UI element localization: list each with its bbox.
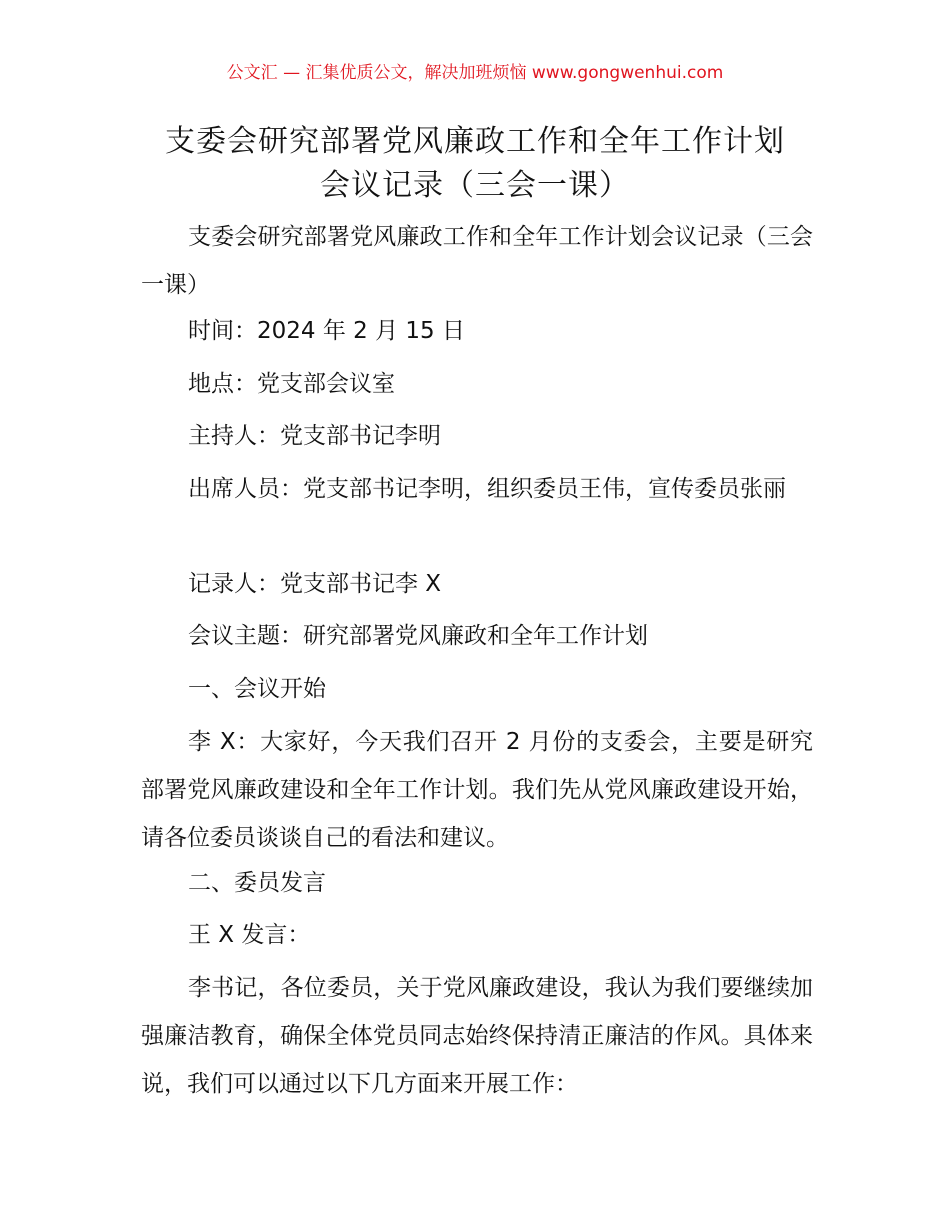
section-heading-2: 二、委员发言	[188, 870, 326, 896]
header-banner[interactable]: 公文汇 — 汇集优质公文，解决加班烦恼 www.gongwenhui.com	[226, 63, 724, 83]
document-title-line1: 支委会研究部署党风廉政工作和全年工作计划	[165, 124, 785, 159]
paragraph-speech: 李书记，各位委员，关于党风廉政建设，我认为我们要继续加强廉洁教育，确保全体党员同志始终保持清正廉洁的作风。具体来说，我们可以通过以下几方面来开展工作：	[141, 975, 813, 1097]
paragraph-host: 主持人：党支部书记李明	[188, 423, 441, 449]
paragraph-speaker: 王 X 发言：	[188, 922, 311, 948]
paragraph-subtitle: 支委会研究部署党风廉政工作和全年工作计划会议记录（三会一课）	[141, 224, 813, 298]
paragraph-opening-speech: 李 X：大家好，今天我们召开 2 月份的支委会，主要是研究部署党风廉政建设和全年工作计划。我们先从党风廉政建设开始，请各位委员谈谈自己的看法和建议。	[141, 729, 813, 851]
document-title-line2: 会议记录（三会一课）	[320, 168, 630, 203]
section-heading-1: 一、会议开始	[188, 676, 326, 702]
paragraph-time: 时间：2024 年 2 月 15 日	[188, 318, 465, 344]
paragraph-attendees: 出席人员：党支部书记李明，组织委员王伟，宣传委员张丽	[188, 476, 786, 502]
paragraph-location: 地点：党支部会议室	[188, 371, 395, 397]
paragraph-recorder: 记录人：党支部书记李 X	[188, 571, 442, 597]
paragraph-topic: 会议主题：研究部署党风廉政和全年工作计划	[188, 623, 648, 649]
